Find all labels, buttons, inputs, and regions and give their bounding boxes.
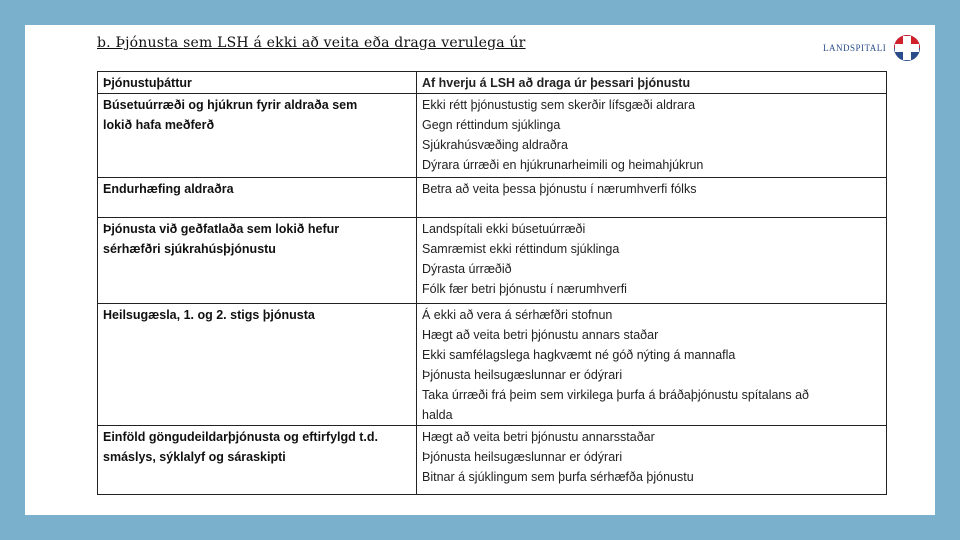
- reason-line: Ekki samfélagslega hagkvæmt né góð nýting á mannafla: [422, 348, 736, 362]
- reason-line: Dýrasta úrræðið: [422, 262, 512, 276]
- table-row: [98, 426, 887, 495]
- reason-line: Taka úrræði frá þeim sem virkilega þurfa á bráðaþjónustu spítalans að: [422, 388, 810, 402]
- landspitali-logo: [823, 33, 922, 63]
- header-reasons: Af hverju á LSH að draga úr þessari þjónustu: [417, 72, 887, 94]
- service-cell: [98, 426, 417, 495]
- service-text: sérhæfðri sjúkrahúsþjónustu: [103, 242, 276, 256]
- services-table: [97, 71, 887, 495]
- service-cell: [98, 218, 417, 304]
- reason-line: halda: [422, 408, 453, 422]
- reasons-cell: [417, 426, 887, 495]
- reason-line: Landspítali ekki búsetuúrræði: [422, 222, 586, 236]
- service-text: lokið hafa meðferð: [103, 118, 215, 132]
- service-text: smáslys, sýklalyf og sáraskipti: [103, 450, 286, 464]
- table-row: [98, 94, 887, 178]
- header-service: Þjónustuþáttur: [98, 72, 417, 94]
- service-text: Einföld göngudeildarþjónusta og eftirfylgd t.d.: [103, 430, 378, 444]
- service-cell: [98, 304, 417, 426]
- reasons-cell: [417, 94, 887, 178]
- reason-line: Þjónusta heilsugæslunnar er ódýrari: [422, 368, 623, 382]
- slide: [25, 25, 935, 515]
- reason-line: Gegn réttindum sjúklinga: [422, 118, 561, 132]
- reasons-cell: [417, 178, 887, 218]
- table-header-row: [98, 72, 887, 94]
- reason-line: Bitnar á sjúklingum sem þurfa sérhæfða þjónustu: [422, 470, 694, 484]
- reason-line: Samræmist ekki réttindum sjúklinga: [422, 242, 620, 256]
- service-text: Búsetuúrræði og hjúkrun fyrir aldraða sem: [103, 98, 358, 112]
- reason-line: Hægt að veita betri þjónustu annarsstaðar: [422, 430, 655, 444]
- reason-line: Sjúkrahúsvæðing aldraðra: [422, 138, 568, 152]
- slide-title: b. Þjónusta sem LSH á ekki að veita eða draga verulega úr: [97, 35, 526, 51]
- reason-line: Dýrara úrræði en hjúkrunarheimili og heimahjúkrun: [422, 158, 704, 172]
- hospital-cross-icon: [892, 33, 922, 63]
- reason-line: Fólk fær betri þjónustu í nærumhverfi: [422, 282, 627, 296]
- reason-line: Hægt að veita betri þjónustu annars staðar: [422, 328, 659, 342]
- table-row: [98, 178, 887, 218]
- table-row: [98, 304, 887, 426]
- table-row: [98, 218, 887, 304]
- service-text: Heilsugæsla, 1. og 2. stigs þjónusta: [103, 308, 315, 322]
- reason-line: Betra að veita þessa þjónustu í nærumhverfi fólks: [422, 182, 697, 196]
- service-text: Þjónusta við geðfatlaða sem lokið hefur: [103, 222, 340, 236]
- service-cell: [98, 178, 417, 218]
- reasons-cell: [417, 304, 887, 426]
- reasons-cell: [417, 218, 887, 304]
- logo-text: LANDSPITALI: [823, 43, 887, 53]
- reason-line: Á ekki að vera á sérhæfðri stofnun: [422, 308, 613, 322]
- service-cell: [98, 94, 417, 178]
- service-text: Endurhæfing aldraðra: [103, 182, 234, 196]
- reason-line: Þjónusta heilsugæslunnar er ódýrari: [422, 450, 623, 464]
- reason-line: Ekki rétt þjónustustig sem skerðir lífsgæði aldrara: [422, 98, 696, 112]
